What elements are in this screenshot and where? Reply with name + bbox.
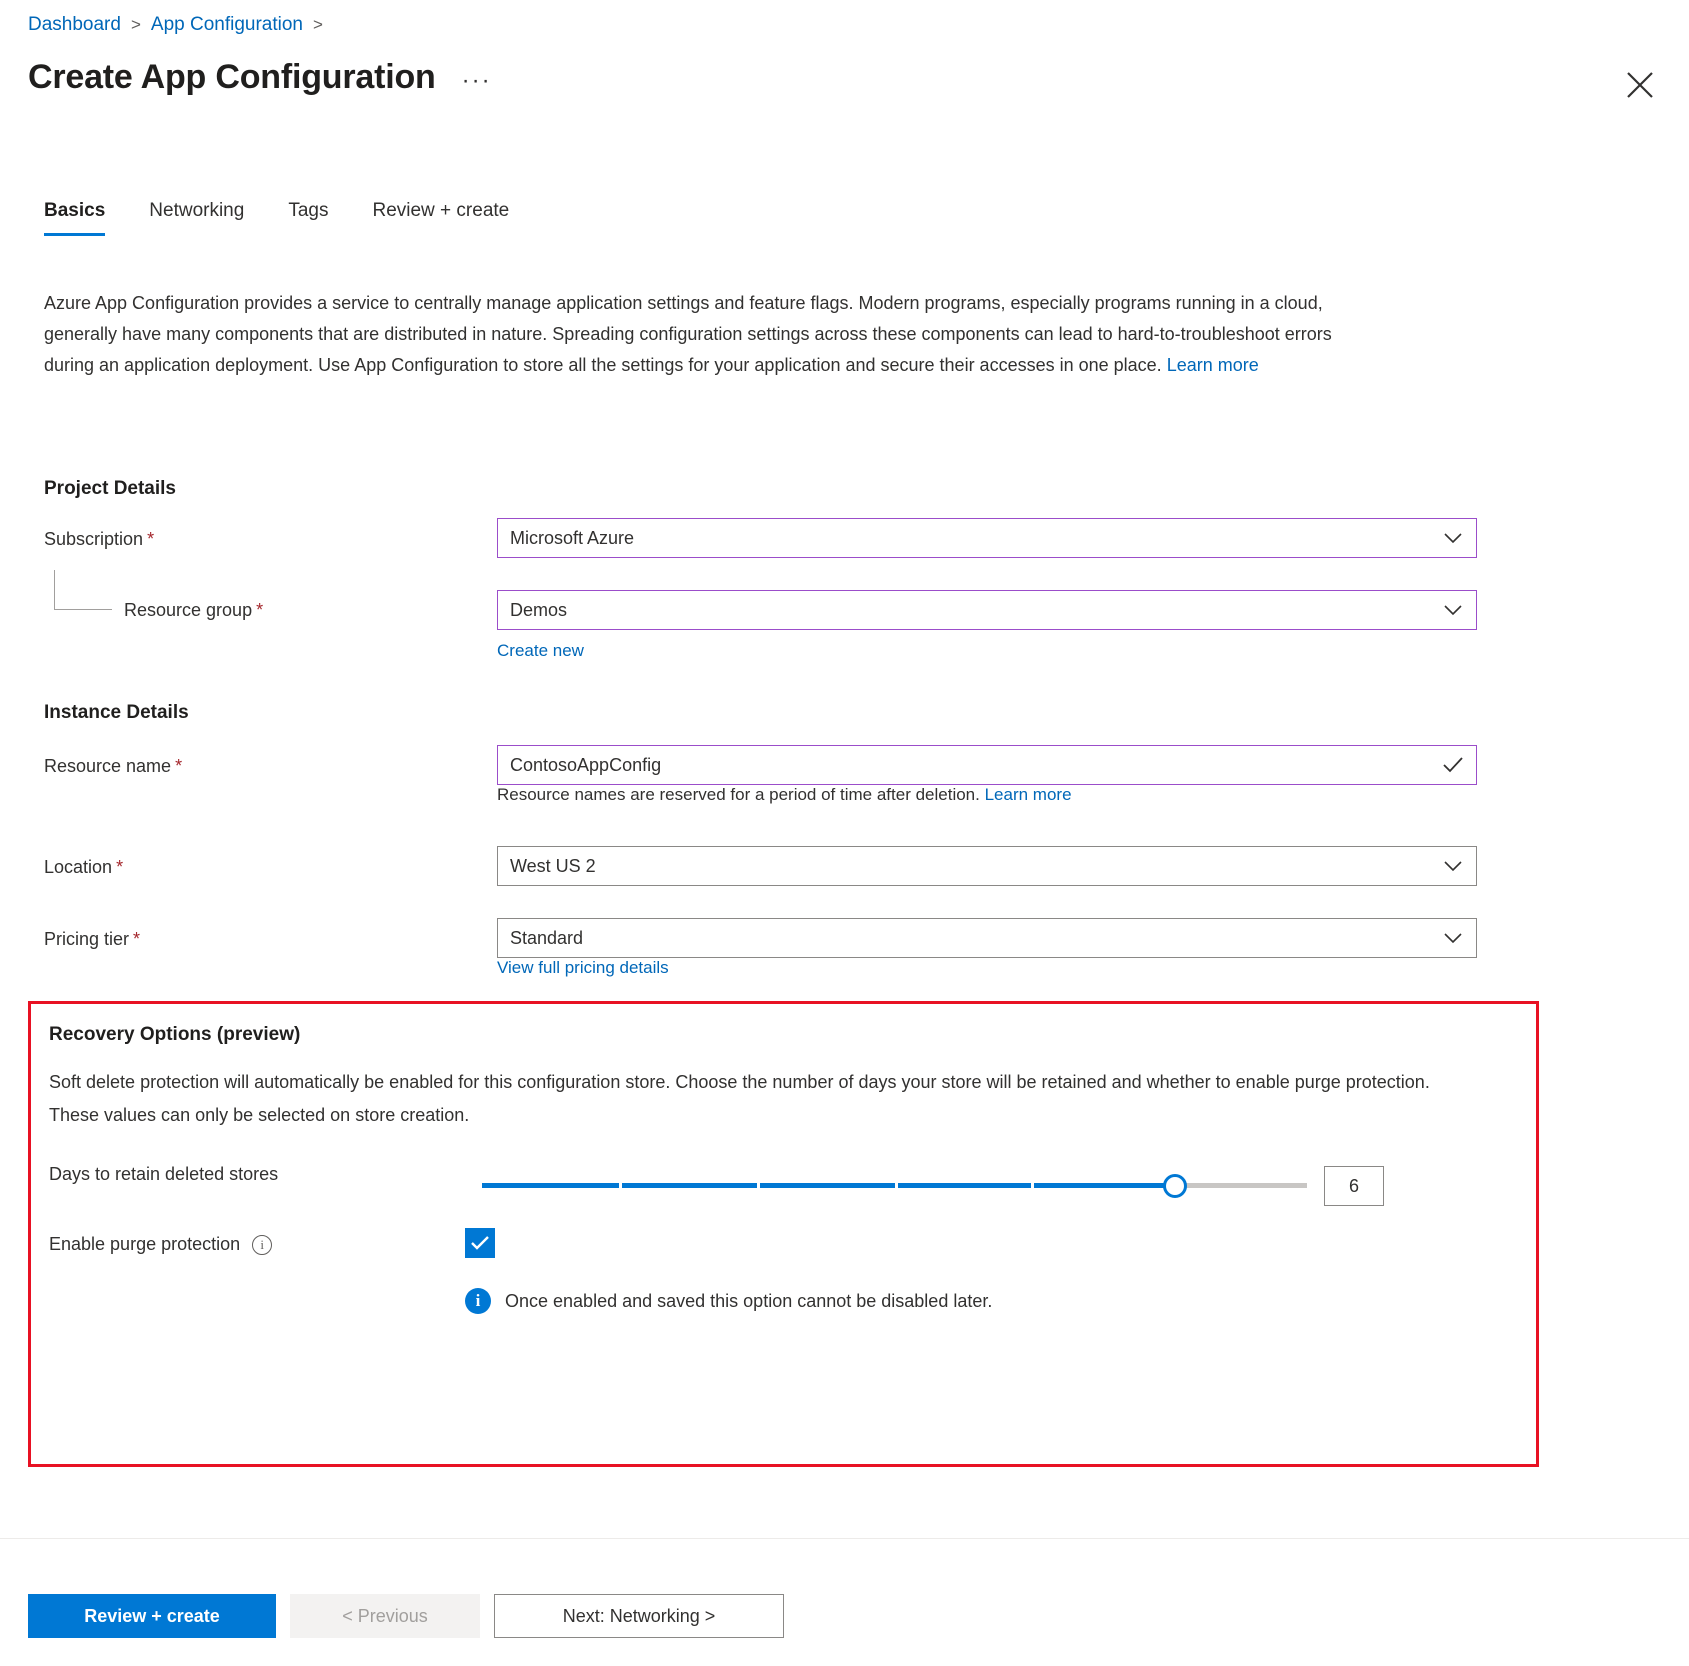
tab-review-create[interactable]: Review + create — [372, 200, 510, 221]
checkmark-icon — [1442, 756, 1464, 774]
location-label — [44, 857, 123, 878]
tab-basics[interactable]: Basics — [44, 200, 127, 236]
intro-paragraph — [44, 288, 1344, 381]
footer-divider — [0, 1538, 1689, 1539]
resource-group-dropdown[interactable] — [497, 590, 1477, 630]
next-networking-button[interactable]: Next: Networking > — [494, 1594, 784, 1638]
breadcrumb-separator-icon-2: > — [313, 15, 323, 34]
recovery-options-heading: Recovery Options (preview) — [49, 1024, 301, 1045]
subscription-required-asterisk: * — [147, 529, 155, 549]
create-new-resource-group-link[interactable]: Create new — [497, 641, 584, 660]
resource-group-tree-connector — [54, 570, 112, 610]
resource-name-label-text: Resource name — [44, 756, 172, 776]
location-value: West US 2 — [510, 855, 596, 876]
slider-thumb[interactable] — [1163, 1174, 1187, 1198]
previous-button: < Previous — [290, 1594, 480, 1638]
view-full-pricing-details-link[interactable]: View full pricing details — [497, 958, 669, 977]
footer-actions — [28, 1594, 784, 1638]
enable-purge-protection-label-text: Enable purge protection — [49, 1234, 241, 1254]
intro-learn-more-link[interactable]: Learn more — [1166, 355, 1259, 375]
review-create-button[interactable]: Review + create — [28, 1594, 276, 1638]
pricing-tier-label-text: Pricing tier — [44, 929, 130, 949]
pricing-tier-dropdown[interactable] — [497, 918, 1477, 958]
slider-tick — [757, 1183, 760, 1188]
resource-name-value: ContosoAppConfig — [510, 754, 662, 775]
tab-networking[interactable]: Networking — [149, 200, 245, 221]
subscription-value: Microsoft Azure — [510, 527, 635, 548]
resource-group-required-asterisk: * — [256, 600, 264, 620]
pricing-tier-label — [44, 929, 140, 950]
chevron-down-icon — [1442, 527, 1464, 549]
tab-tags[interactable]: Tags — [288, 200, 329, 221]
pricing-tier-value: Standard — [510, 927, 584, 948]
slider-fill — [482, 1183, 1175, 1188]
purge-protection-info-text: Once enabled and saved this option cannot be disabled later. — [505, 1290, 993, 1311]
pricing-tier-required-asterisk: * — [133, 929, 141, 949]
title-row — [28, 58, 496, 97]
resource-group-value: Demos — [510, 599, 568, 620]
info-filled-icon: i — [465, 1288, 491, 1314]
resource-name-helper — [497, 785, 1072, 805]
section-project-details-heading: Project Details — [44, 478, 176, 499]
days-to-retain-slider[interactable] — [482, 1174, 1307, 1198]
resource-name-required-asterisk: * — [175, 756, 183, 776]
breadcrumb-item-dashboard[interactable]: Dashboard — [28, 14, 121, 35]
intro-text: Azure App Configuration provides a service to centrally manage application settings and feature flags. Modern programs, especially programs running in a cloud, generally have many components that are distributed in nature. Spreading configuration settings across these components can lead to hard-to-troubleshoot errors during an application deployment. Use App Configuration to store all the settings for your application and secure their accesses in one place. — [44, 293, 1332, 375]
location-required-asterisk: * — [116, 857, 124, 877]
info-icon[interactable]: i — [252, 1235, 272, 1255]
breadcrumb-separator-icon: > — [130, 15, 141, 34]
chevron-down-icon — [1442, 599, 1464, 621]
days-to-retain-value[interactable]: 6 — [1324, 1166, 1384, 1206]
breadcrumb — [28, 14, 323, 36]
location-label-text: Location — [44, 857, 113, 877]
location-dropdown[interactable] — [497, 846, 1477, 886]
resource-name-label — [44, 756, 182, 777]
resource-name-learn-more-link[interactable]: Learn more — [984, 785, 1072, 804]
days-to-retain-label: Days to retain deleted stores — [49, 1164, 279, 1184]
subscription-label-text: Subscription — [44, 529, 144, 549]
chevron-down-icon — [1442, 927, 1464, 949]
more-options-button[interactable]: ··· — [461, 67, 492, 94]
resource-name-input[interactable] — [497, 745, 1477, 785]
slider-tick — [619, 1183, 622, 1188]
breadcrumb-item-app-configuration[interactable]: App Configuration — [150, 14, 303, 35]
chevron-down-icon — [1442, 855, 1464, 877]
slider-tick — [895, 1183, 898, 1188]
close-icon[interactable] — [1623, 68, 1657, 102]
enable-purge-protection-checkbox[interactable] — [465, 1228, 495, 1258]
resource-group-label — [124, 600, 263, 621]
enable-purge-protection-label — [49, 1234, 272, 1255]
page-title: Create App Configuration — [28, 58, 436, 96]
tab-bar — [44, 200, 553, 236]
subscription-dropdown[interactable] — [497, 518, 1477, 558]
slider-tick — [1031, 1183, 1034, 1188]
section-instance-details-heading: Instance Details — [44, 702, 189, 723]
purge-protection-info-note — [465, 1288, 992, 1314]
subscription-label — [44, 529, 154, 550]
resource-group-label-text: Resource group — [124, 600, 253, 620]
resource-name-helper-text: Resource names are reserved for a period of time after deletion. — [497, 785, 980, 804]
recovery-options-description: Soft delete protection will automatically be enabled for this configuration store. Choose the number of days your store will be retained and whether to enable purge protection. These values can only be selected on store creation. — [49, 1072, 1430, 1125]
recovery-options-section — [28, 1001, 1539, 1467]
